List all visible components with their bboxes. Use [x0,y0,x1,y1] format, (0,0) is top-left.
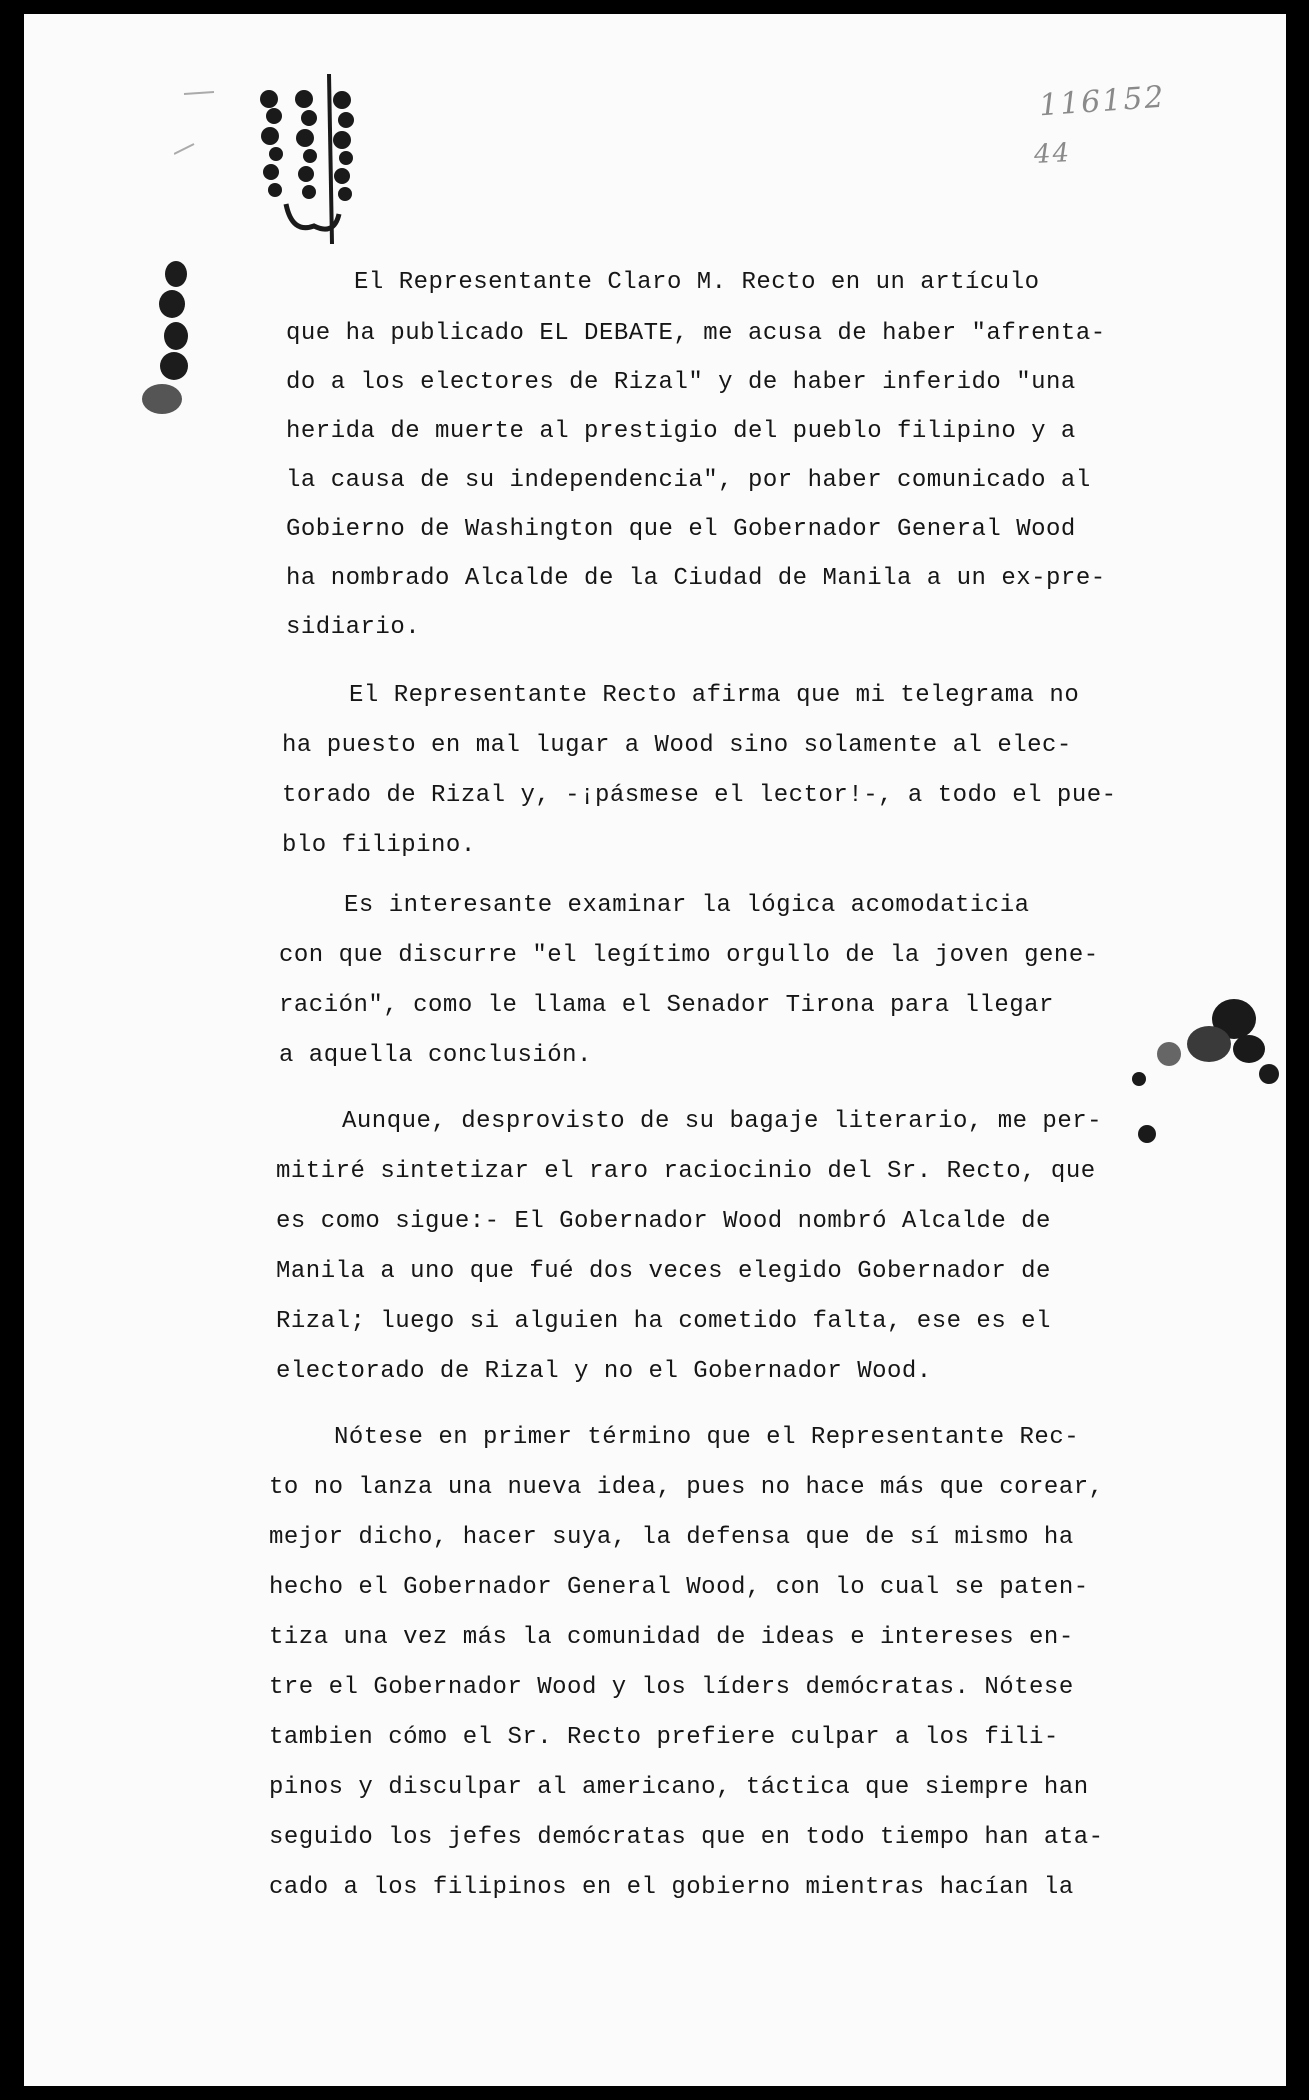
text-line: la causa de su independencia", por haber comunicado al [286,467,1091,494]
text-line: seguido los jefes demócratas que en todo tiempo han ata- [269,1824,1104,1851]
text-line: tambien cómo el Sr. Recto prefiere culpar a los fili- [269,1724,1059,1751]
text-line: mejor dicho, hacer suya, la defensa que de sí mismo ha [269,1524,1074,1551]
text-line: ha puesto en mal lugar a Wood sino solamente al elec- [282,732,1072,759]
margin-note: 44 [1033,138,1072,170]
typewritten-text [24,14,1286,2086]
text-line: do a los electores de Rizal" y de haber inferido "una [286,369,1076,396]
text-line: tre el Gobernador Wood y los líders demócratas. Nótese [269,1674,1074,1701]
text-line: Es interesante examinar la lógica acomodaticia [344,892,1030,919]
text-line: electorado de Rizal y no el Gobernador Wood. [276,1358,932,1385]
text-line: Nótese en primer término que el Representante Rec- [334,1424,1080,1451]
margin-note: 116152 [1037,79,1167,124]
text-line: torado de Rizal y, -¡pásmese el lector!-, a todo el pue- [282,782,1117,809]
text-line: que ha publicado EL DEBATE, me acusa de haber "afrenta- [286,320,1106,347]
text-line: mitiré sintetizar el raro raciocinio del Sr. Recto, que [276,1158,1096,1185]
text-line: cado a los filipinos en el gobierno mientras hacían la [269,1874,1074,1901]
text-line: Gobierno de Washington que el Gobernador General Wood [286,516,1076,543]
text-line: El Representante Recto afirma que mi telegrama no [349,682,1080,709]
text-line: ha nombrado Alcalde de la Ciudad de Manila a un ex-pre- [286,565,1106,592]
text-line: El Representante Claro M. Recto en un artículo [354,269,1040,296]
text-line: Rizal; luego si alguien ha cometido falta, ese es el [276,1308,1051,1335]
text-line: hecho el Gobernador General Wood, con lo cual se paten- [269,1574,1089,1601]
text-line: a aquella conclusión. [279,1042,592,1069]
text-line: es como sigue:- El Gobernador Wood nombró Alcalde de [276,1208,1051,1235]
text-line: Aunque, desprovisto de su bagaje literario, me per- [342,1108,1103,1135]
document-page [24,14,1286,2086]
text-line: ración", como le llama el Senador Tirona para llegar [279,992,1054,1019]
text-line: blo filipino. [282,832,476,859]
text-line: Manila a uno que fué dos veces elegido Gobernador de [276,1258,1051,1285]
text-line: to no lanza una nueva idea, pues no hace más que corear, [269,1474,1104,1501]
text-line: tiza una vez más la comunidad de ideas e intereses en- [269,1624,1074,1651]
text-line: herida de muerte al prestigio del pueblo filipino y a [286,418,1076,445]
text-line: sidiario. [286,614,421,641]
text-line: pinos y disculpar al americano, táctica que siempre han [269,1774,1089,1801]
text-line: con que discurre "el legítimo orgullo de la joven gene- [279,942,1099,969]
